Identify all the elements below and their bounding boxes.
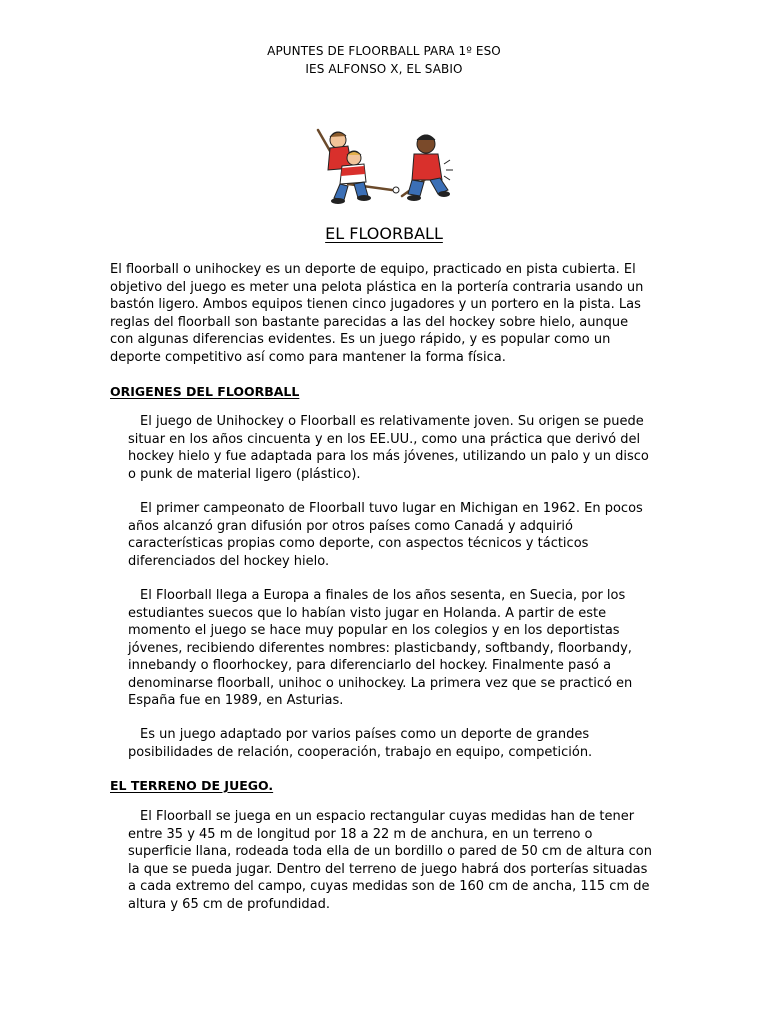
document-title: EL FLOORBALL bbox=[325, 224, 443, 243]
origins-paragraph-3: El Floorball llega a Europa a finales de los años sesenta, en Suecia, por los estudiantes suecos que lo habían visto jugar en Holanda. A partir de este momento el juego se hace muy popular en los colegios y en los deportistas jóvenes, recibiendo diferentes nombres: plasticbandy, softbandy, floorbandy, innebandy o floorhockey, para diferenciarlo del hockey. Finalmente pasó a denominarse floorball, unihoc o unihockey. La primera vez que se practicó en España fue en 1989, en Asturias. bbox=[128, 588, 633, 708]
header-line-1: APUNTES DE FLOORBALL PARA 1º ESO bbox=[267, 44, 501, 58]
left-player-figure bbox=[318, 130, 392, 204]
origins-paragraph-2: El primer campeonato de Floorball tuvo lugar en Michigan en 1962. En pocos años alcanzó gran difusión por otros países como Canadá y adquirió características propias como deporte, con aspectos técnicos y tácticos diferenciados del hockey hielo. bbox=[128, 501, 643, 569]
right-player-figure bbox=[402, 135, 453, 201]
ball-shape bbox=[393, 187, 399, 193]
origins-paragraph-4: Es un juego adaptado por varios países como un deporte de grandes posibilidades de relación, cooperación, trabajo en equipo, competición. bbox=[128, 727, 593, 760]
section-heading-origins: ORIGENES DEL FLOORBALL bbox=[110, 384, 300, 399]
intro-paragraph: El floorball o unihockey es un deporte de equipo, practicado en pista cubierta. El objetivo del juego es meter una pelota plástica en la portería contraria usando un bastón ligero. Ambos equipos tienen cinco jugadores y un portero en la pista. Las reglas del floorball son bastante parecidas a las del hockey sobre hielo, aunque con algunas diferencias evidentes. Es un juego rápido, y es popular como un deporte competitivo así como para mantener la forma física. bbox=[110, 262, 644, 365]
floorball-players-illustration bbox=[314, 124, 454, 206]
header-line-2: IES ALFONSO X, EL SABIO bbox=[305, 62, 463, 76]
playing-field-paragraph-1: El Floorball se juega en un espacio rectangular cuyas medidas han de tener entre 35 y 45 m de longitud por 18 a 22 m de anchura, en un terreno o superficie llana, rodeada toda ella de un bordillo o pared de 50 cm de altura con la que se pueda jugar. Dentro del terreno de juego habrá dos porterías situadas a cada extremo del campo, cuyas medidas son de 160 cm de ancha, 115 cm de altura y 65 cm de profundidad. bbox=[128, 809, 652, 912]
origins-paragraph-1: El juego de Unihockey o Floorball es relativamente joven. Su origen se puede situar en los años cincuenta y en los EE.UU., como una práctica que derivó del hockey hielo y fue adaptada para los más jóvenes, utilizando un palo y un disco o punk de material ligero (plástico). bbox=[128, 414, 649, 482]
section-heading-playing-field: EL TERRENO DE JUEGO. bbox=[110, 778, 274, 793]
